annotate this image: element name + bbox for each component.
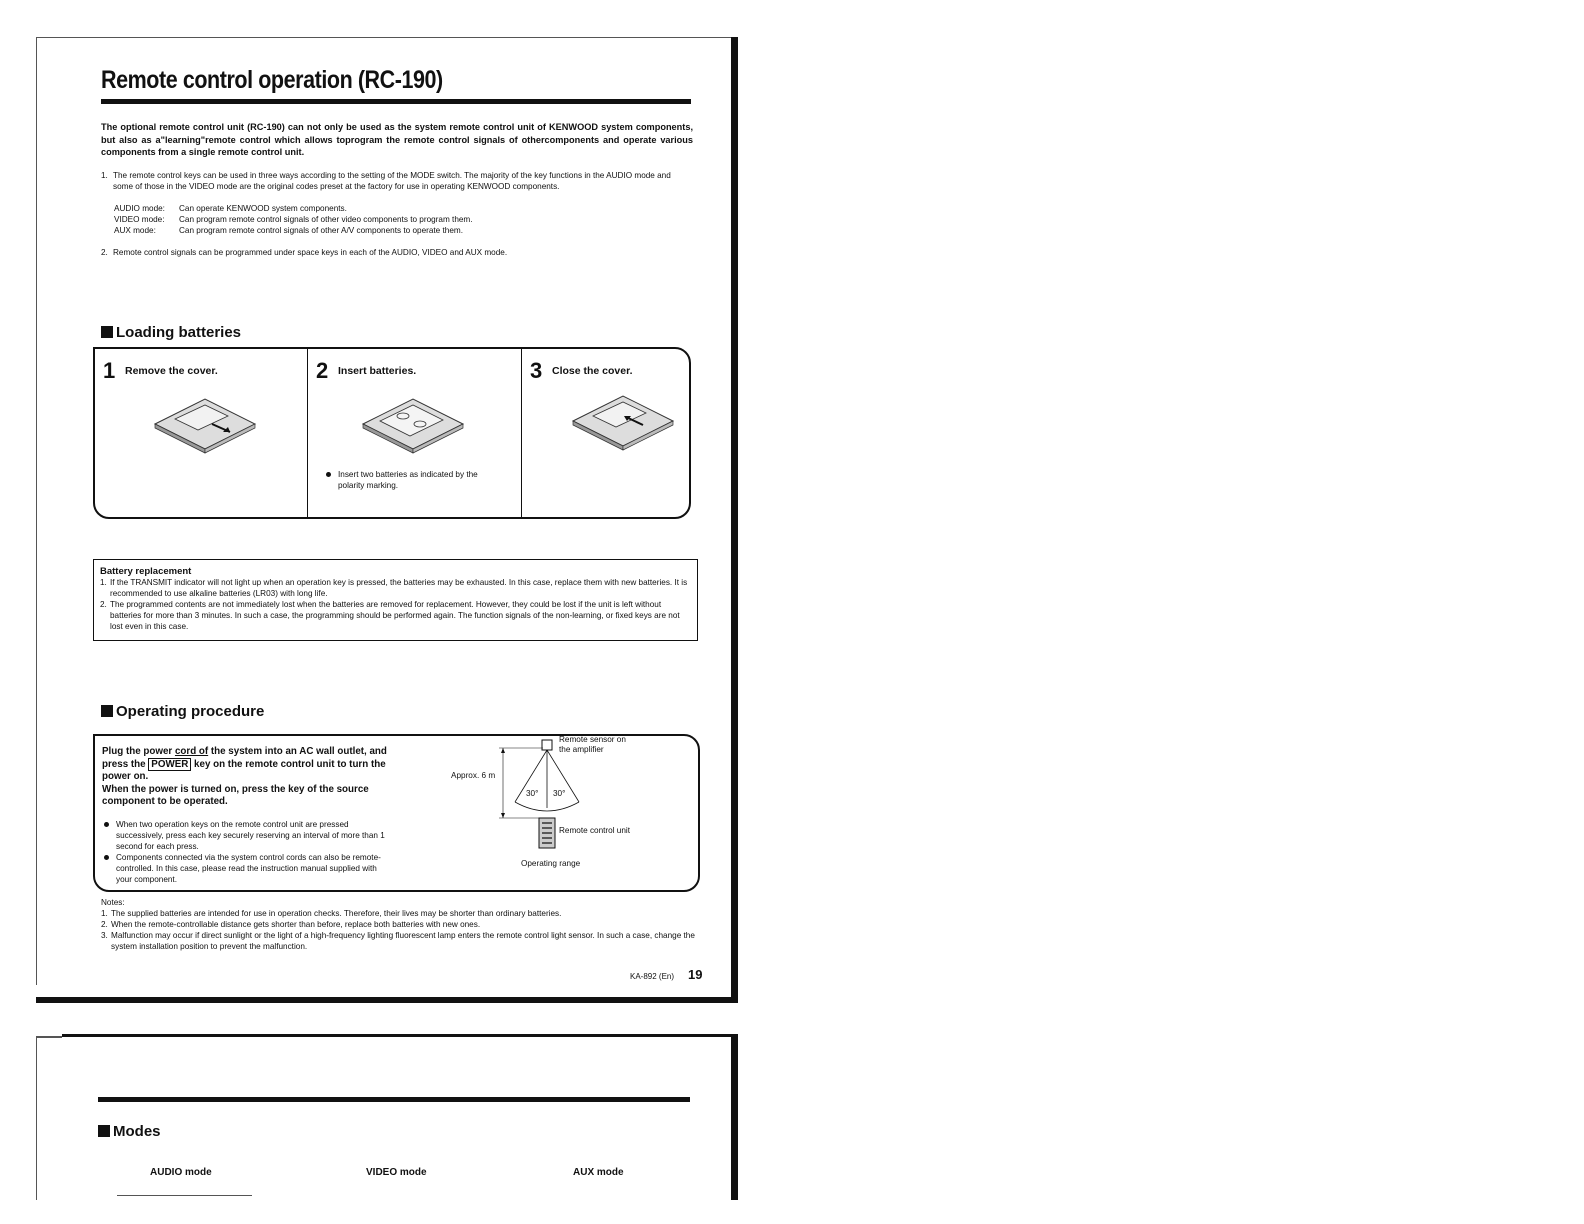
list-item — [101, 247, 693, 258]
step-label: Insert batteries. — [338, 365, 417, 377]
mode-key: AUDIO mode: — [114, 204, 165, 213]
list-text: Malfunction may occur if direct sunlight or the light of a high-frequency lighting fluorescent lamp enters the remote control light sensor. In such a case, change the system installation position to prevent the malfunction. — [111, 931, 695, 951]
heading-text: Modes — [113, 1123, 161, 1140]
instruction-part: Plug the power — [102, 746, 173, 757]
second-page-right-bar — [731, 1034, 738, 1200]
right-border-bar — [731, 37, 738, 1002]
remote-cover-close-illustration-icon — [568, 391, 678, 451]
loading-batteries-heading — [101, 324, 241, 341]
mode-column-audio: AUDIO mode — [150, 1167, 212, 1178]
operating-range-label: Operating range — [521, 859, 581, 868]
mode-column-video: VIDEO mode — [366, 1167, 427, 1178]
list-item — [101, 919, 701, 930]
mode-row — [114, 203, 674, 214]
top-border-line — [36, 37, 736, 38]
sensor-label-line: Remote sensor on — [559, 735, 626, 744]
page-title: Remote control operation (RC-190) — [101, 66, 443, 94]
sensor-label-line: the amplifier — [559, 745, 604, 754]
second-page-top-bar — [62, 1034, 738, 1037]
step-label: Close the cover. — [552, 365, 633, 377]
list-number: 1. — [100, 578, 107, 587]
operating-panel — [93, 734, 700, 892]
intro-paragraph: The optional remote control unit (RC-190) can not only be used as the system remote control unit of KENWOOD system components, but also as a"learning"remote control which allows toprogram the remote control signals of othercomponents and operate various components from a single remote control unit. — [101, 122, 693, 157]
bullet-item: Components connected via the system control cords can also be remote-controlled. In this case, please read the instruction manual supplied with your component. — [102, 852, 392, 885]
angle-right-label: 30° — [553, 789, 566, 798]
modes-top-rule — [98, 1097, 690, 1102]
operating-range-diagram — [435, 736, 695, 894]
title-underline — [101, 99, 691, 104]
list-number: 2. — [101, 920, 108, 929]
list-number: 3. — [101, 931, 108, 940]
step-number: 3 — [530, 358, 543, 383]
list-number: 1. — [101, 909, 108, 918]
operating-procedure-heading — [101, 703, 264, 720]
instruction-part: the system into an AC wall outlet, and press the — [102, 746, 387, 770]
bottom-border-bar — [36, 997, 738, 1003]
list-text: Remote control signals can be programmed under space keys in each of the AUDIO, VIDEO and AUX mode. — [113, 248, 508, 257]
mode-key: VIDEO mode: — [114, 215, 165, 224]
mode-desc: Can program remote control signals of other video components to program them. — [179, 215, 473, 224]
step-remove-cover — [95, 349, 307, 517]
modes-heading — [98, 1123, 161, 1140]
mode-desc: Can program remote control signals of other A/V components to operate them. — [179, 226, 463, 235]
list-text: The supplied batteries are intended for use in operation checks. Therefore, their lives may be shorter than ordinary batteries. — [111, 909, 562, 918]
step-close-cover — [522, 349, 692, 517]
second-page-left-line — [36, 1038, 37, 1200]
left-border-line — [36, 37, 37, 985]
notes-title: Notes: — [101, 898, 125, 907]
sensor-label — [559, 735, 626, 755]
list-item — [101, 908, 701, 919]
step-insert-batteries — [308, 349, 521, 517]
square-bullet-icon — [98, 1125, 110, 1137]
modes-description — [114, 203, 674, 236]
list-text: The remote control keys can be used in three ways according to the setting of the MODE switch. The majority of the key functions in the AUDIO mode and some of those in the VIDEO mode are the original codes preset at the factory for use in operating KENWOOD components. — [113, 171, 671, 191]
operating-range-drawing-icon — [435, 736, 695, 894]
square-bullet-icon — [101, 705, 113, 717]
mode-row — [114, 225, 674, 236]
battery-replacement-title: Battery replacement — [100, 566, 192, 577]
audio-mode-underline — [117, 1195, 252, 1196]
distance-label: Approx. 6 m — [451, 771, 496, 780]
battery-replacement-box — [93, 559, 698, 641]
operating-bullets — [102, 819, 392, 885]
operating-instructions — [102, 746, 402, 809]
heading-text: Loading batteries — [116, 324, 242, 341]
mode-desc: Can operate KENWOOD system components. — [179, 204, 347, 213]
list-number: 2. — [101, 248, 108, 257]
step-number: 2 — [316, 358, 329, 383]
heading-text: Operating procedure — [116, 703, 265, 720]
list-text: If the TRANSMIT indicator will not light up when an operation key is pressed, the batteries may be exhausted. In this case, replace them with new batteries. It is recommended to use alkaline batteries (LR03) with long life. — [110, 578, 688, 598]
remote-unit-label: Remote control unit — [559, 826, 630, 835]
notes-section — [101, 897, 701, 952]
instruction-part: cord of — [174, 746, 209, 757]
list-text: When the remote-controllable distance gets shorter than before, replace both batteries with new ones. — [111, 920, 481, 929]
list-item — [101, 930, 701, 952]
list-item — [100, 599, 691, 632]
model-footer: KA-892 (En) — [630, 972, 675, 981]
mode-row — [114, 214, 674, 225]
second-page-left-mark — [36, 1036, 62, 1038]
list-item — [101, 170, 693, 192]
mode-column-aux: AUX mode — [573, 1167, 624, 1178]
insert-batteries-note — [324, 469, 504, 491]
instruction-part: When the power is turned on, press the key of the source component to be operated. — [102, 783, 369, 807]
list-text: The programmed contents are not immediately lost when the batteries are removed for replacement. However, they could be lost if the unit is left without batteries for more than 3 minutes. In such a case, the programming should be performed again. The function signals of the non-learning, or fixed keys are not lost even in this case. — [110, 600, 680, 631]
list-number: 2. — [100, 600, 107, 609]
step-number: 1 — [103, 358, 116, 383]
bullet-item: When two operation keys on the remote control unit are pressed successively, press each key securely reserving an interval of more than 1 second for each press. — [102, 819, 392, 852]
mode-key: AUX mode: — [114, 226, 156, 235]
step-label: Remove the cover. — [125, 365, 218, 377]
instruction-part: key on the remote control unit to turn the power on. — [102, 758, 386, 782]
page-number: 19 — [688, 967, 703, 982]
remote-battery-compartment-illustration-icon — [358, 394, 468, 454]
list-item — [100, 577, 691, 599]
loading-steps-panel — [93, 347, 691, 519]
square-bullet-icon — [101, 326, 113, 338]
list-number: 1. — [101, 171, 108, 180]
remote-cover-open-illustration-icon — [150, 394, 260, 454]
power-key-label: POWER — [148, 758, 191, 771]
angle-left-label: 30° — [526, 789, 539, 798]
step-note-text: Insert two batteries as indicated by the polarity marking. — [324, 469, 504, 491]
